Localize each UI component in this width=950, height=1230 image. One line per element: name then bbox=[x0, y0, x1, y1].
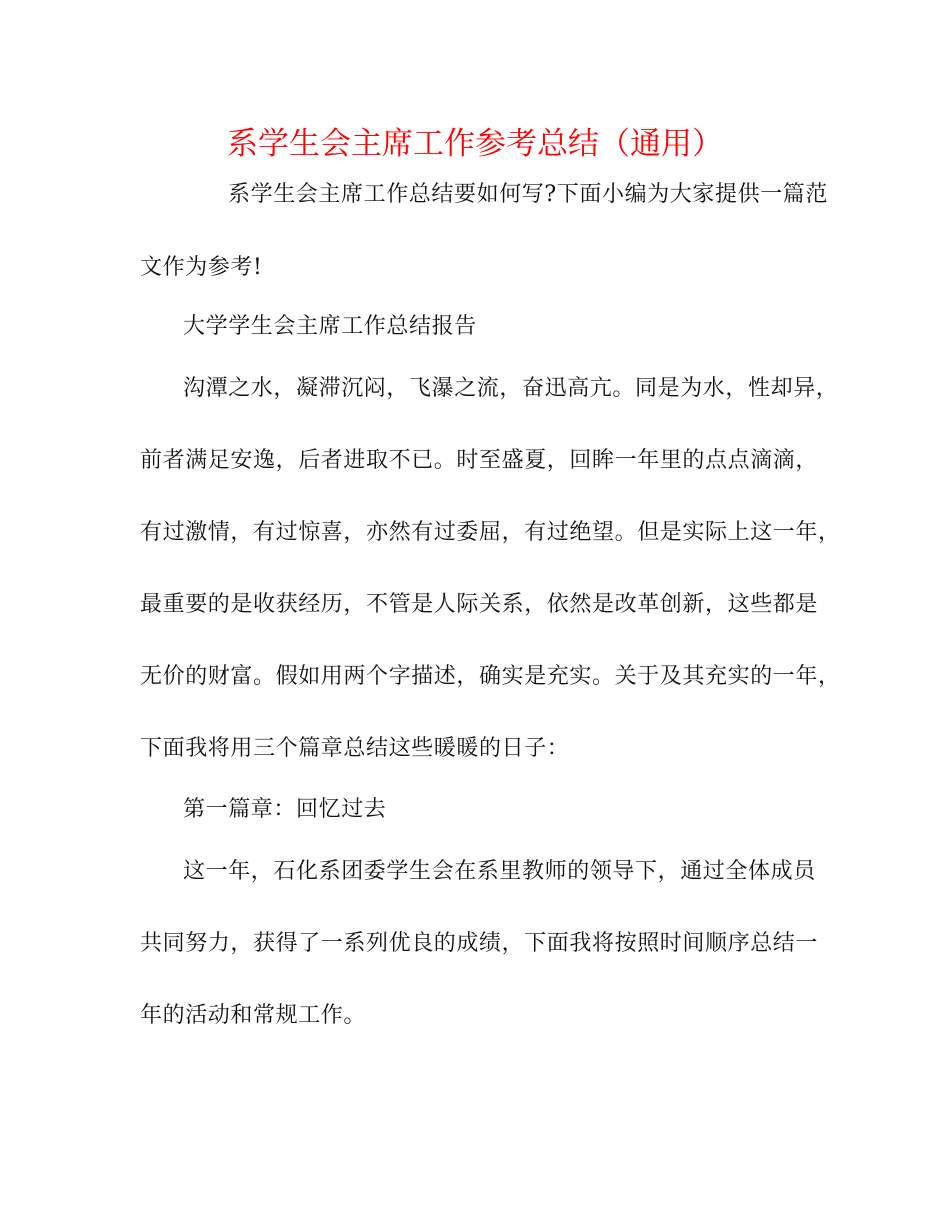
paragraph-line: 无价的财富。假如用两个字描述，确实是充实。关于及其充实的一年， bbox=[140, 664, 841, 689]
intro-line-2: 文作为参考! bbox=[140, 255, 263, 280]
paragraph-line: 年的活动和常规工作。 bbox=[140, 1003, 367, 1028]
chapter-heading: 第一篇章：回忆过去 bbox=[183, 797, 387, 822]
paragraph-line: 沟潭之水，凝滞沉闷，飞瀑之流，奋迅高亢。同是为水，性却异， bbox=[183, 376, 839, 401]
paragraph-line: 这一年，石化系团委学生会在系里教师的领导下，通过全体成员 bbox=[183, 859, 816, 884]
paragraph-line: 共同努力，获得了一系列优良的成绩，下面我将按照时间顺序总结一 bbox=[140, 931, 819, 956]
intro-line-1: 系学生会主席工作总结要如何写?下面小编为大家提供一篇范 bbox=[228, 182, 828, 207]
paragraph-line: 下面我将用三个篇章总结这些暖暖的日子： bbox=[140, 736, 570, 761]
paragraph-line: 最重要的是收获经历，不管是人际关系，依然是改革创新，这些都是 bbox=[140, 592, 819, 617]
paragraph-line: 有过激情，有过惊喜，亦然有过委屈，有过绝望。但是实际上这一年， bbox=[140, 520, 841, 545]
document-title: 系学生会主席工作参考总结（通用） bbox=[227, 126, 723, 162]
section-heading: 大学学生会主席工作总结报告 bbox=[183, 314, 477, 339]
paragraph-line: 前者满足安逸，后者进取不已。时至盛夏，回眸一年里的点点滴滴， bbox=[140, 448, 819, 473]
